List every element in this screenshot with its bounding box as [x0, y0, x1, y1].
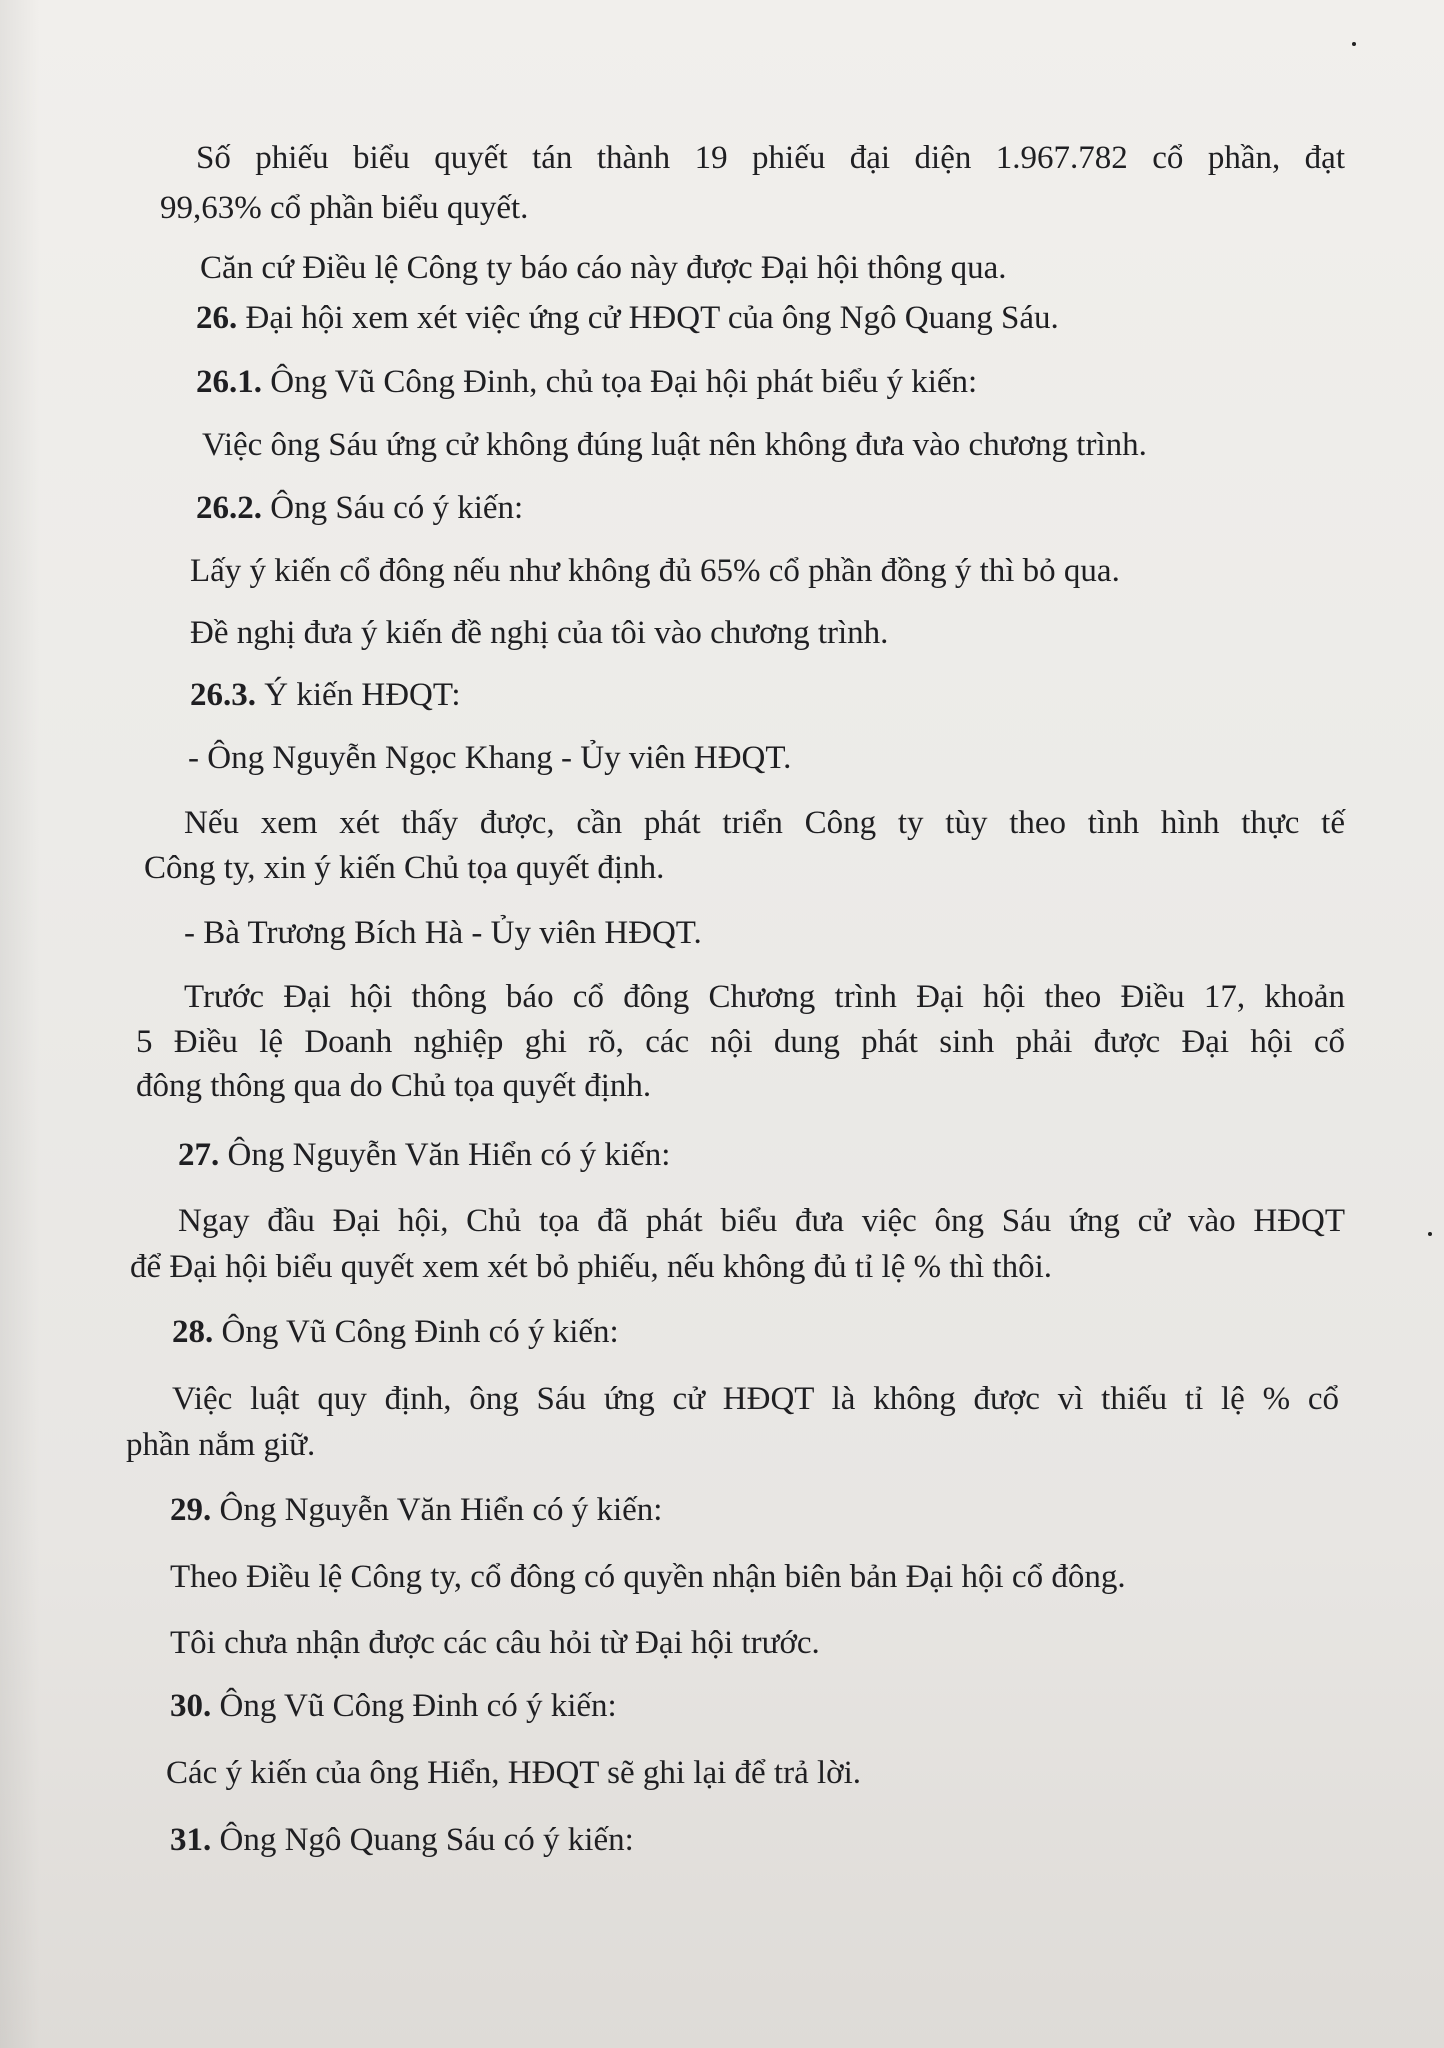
- text-line: Các ý kiến của ông Hiển, HĐQT sẽ ghi lại để trả lời.: [166, 1755, 861, 1791]
- text-line: Tôi chưa nhận được các câu hỏi từ Đại hội trước.: [170, 1625, 820, 1661]
- text-line: Nếu xem xét thấy được, cần phát triển Công ty tùy theo tình hình thực tế: [184, 805, 1345, 841]
- section-heading: [170, 1820, 634, 1860]
- section-number: 30.: [170, 1688, 212, 1724]
- section-heading: [178, 1135, 670, 1175]
- section-number: 29.: [170, 1492, 212, 1528]
- section-heading: [172, 1312, 619, 1352]
- section-number: 28.: [172, 1314, 214, 1350]
- text-line: Trước Đại hội thông báo cổ đông Chương trình Đại hội theo Điều 17, khoản: [184, 979, 1345, 1015]
- section-number: 31.: [170, 1822, 212, 1858]
- section-title: Ông Ngô Quang Sáu có ý kiến:: [211, 1822, 634, 1858]
- speck-mark: [1428, 1232, 1432, 1236]
- section-heading: [170, 1490, 662, 1530]
- section-heading: [196, 362, 977, 402]
- text-line: để Đại hội biểu quyết xem xét bỏ phiếu, nếu không đủ tỉ lệ % thì thôi.: [130, 1249, 1053, 1285]
- section-title: Ông Vũ Công Đinh có ý kiến:: [213, 1314, 619, 1350]
- text-line: Số phiếu biểu quyết tán thành 19 phiếu đại diện 1.967.782 cổ phần, đạt: [196, 140, 1345, 176]
- section-number: 26.: [196, 300, 238, 336]
- section-title: Đại hội xem xét việc ứng cử HĐQT của ông Ngô Quang Sáu.: [237, 300, 1059, 336]
- section-heading: [170, 1686, 617, 1726]
- text-line: Công ty, xin ý kiến Chủ tọa quyết định.: [144, 850, 665, 886]
- text-line: - Bà Trương Bích Hà - Ủy viên HĐQT.: [184, 915, 702, 951]
- section-number: 26.3.: [190, 677, 256, 713]
- section-title: Ý kiến HĐQT:: [256, 677, 461, 713]
- section-heading: [196, 298, 1059, 338]
- text-line: Việc luật quy định, ông Sáu ứng cử HĐQT là không được vì thiếu tỉ lệ % cổ: [172, 1381, 1339, 1417]
- section-number: 27.: [178, 1137, 220, 1173]
- text-line: Căn cứ Điều lệ Công ty báo cáo này được Đại hội thông qua.: [200, 250, 1007, 286]
- text-line: Việc ông Sáu ứng cử không đúng luật nên không đưa vào chương trình.: [202, 427, 1147, 463]
- section-number: 26.2.: [196, 490, 262, 526]
- text-line: 99,63% cổ phần biểu quyết.: [160, 190, 529, 226]
- speck-mark: [1352, 42, 1356, 46]
- text-line: đông thông qua do Chủ tọa quyết định.: [136, 1068, 652, 1104]
- text-line: Theo Điều lệ Công ty, cổ đông có quyền nhận biên bản Đại hội cổ đông.: [170, 1559, 1126, 1595]
- section-heading: [196, 488, 523, 528]
- text-line: Đề nghị đưa ý kiến đề nghị của tôi vào chương trình.: [190, 615, 889, 651]
- section-title: Ông Vũ Công Đinh, chủ tọa Đại hội phát biểu ý kiến:: [262, 364, 978, 400]
- section-heading: [190, 675, 461, 715]
- text-line: 5 Điều lệ Doanh nghiệp ghi rõ, các nội dung phát sinh phải được Đại hội cổ: [136, 1024, 1345, 1060]
- text-line: Lấy ý kiến cổ đông nếu như không đủ 65% cổ phần đồng ý thì bỏ qua.: [190, 553, 1120, 589]
- page-shadow: [0, 0, 40, 2048]
- section-number: 26.1.: [196, 364, 262, 400]
- text-line: phần nắm giữ.: [126, 1427, 316, 1463]
- section-title: Ông Nguyễn Văn Hiển có ý kiến:: [211, 1492, 663, 1528]
- section-title: Ông Vũ Công Đinh có ý kiến:: [211, 1688, 617, 1724]
- text-line: - Ông Nguyễn Ngọc Khang - Ủy viên HĐQT.: [188, 740, 792, 776]
- section-title: Ông Nguyễn Văn Hiển có ý kiến:: [219, 1137, 671, 1173]
- text-line: Ngay đầu Đại hội, Chủ tọa đã phát biểu đưa việc ông Sáu ứng cử vào HĐQT: [178, 1203, 1345, 1239]
- section-title: Ông Sáu có ý kiến:: [262, 490, 524, 526]
